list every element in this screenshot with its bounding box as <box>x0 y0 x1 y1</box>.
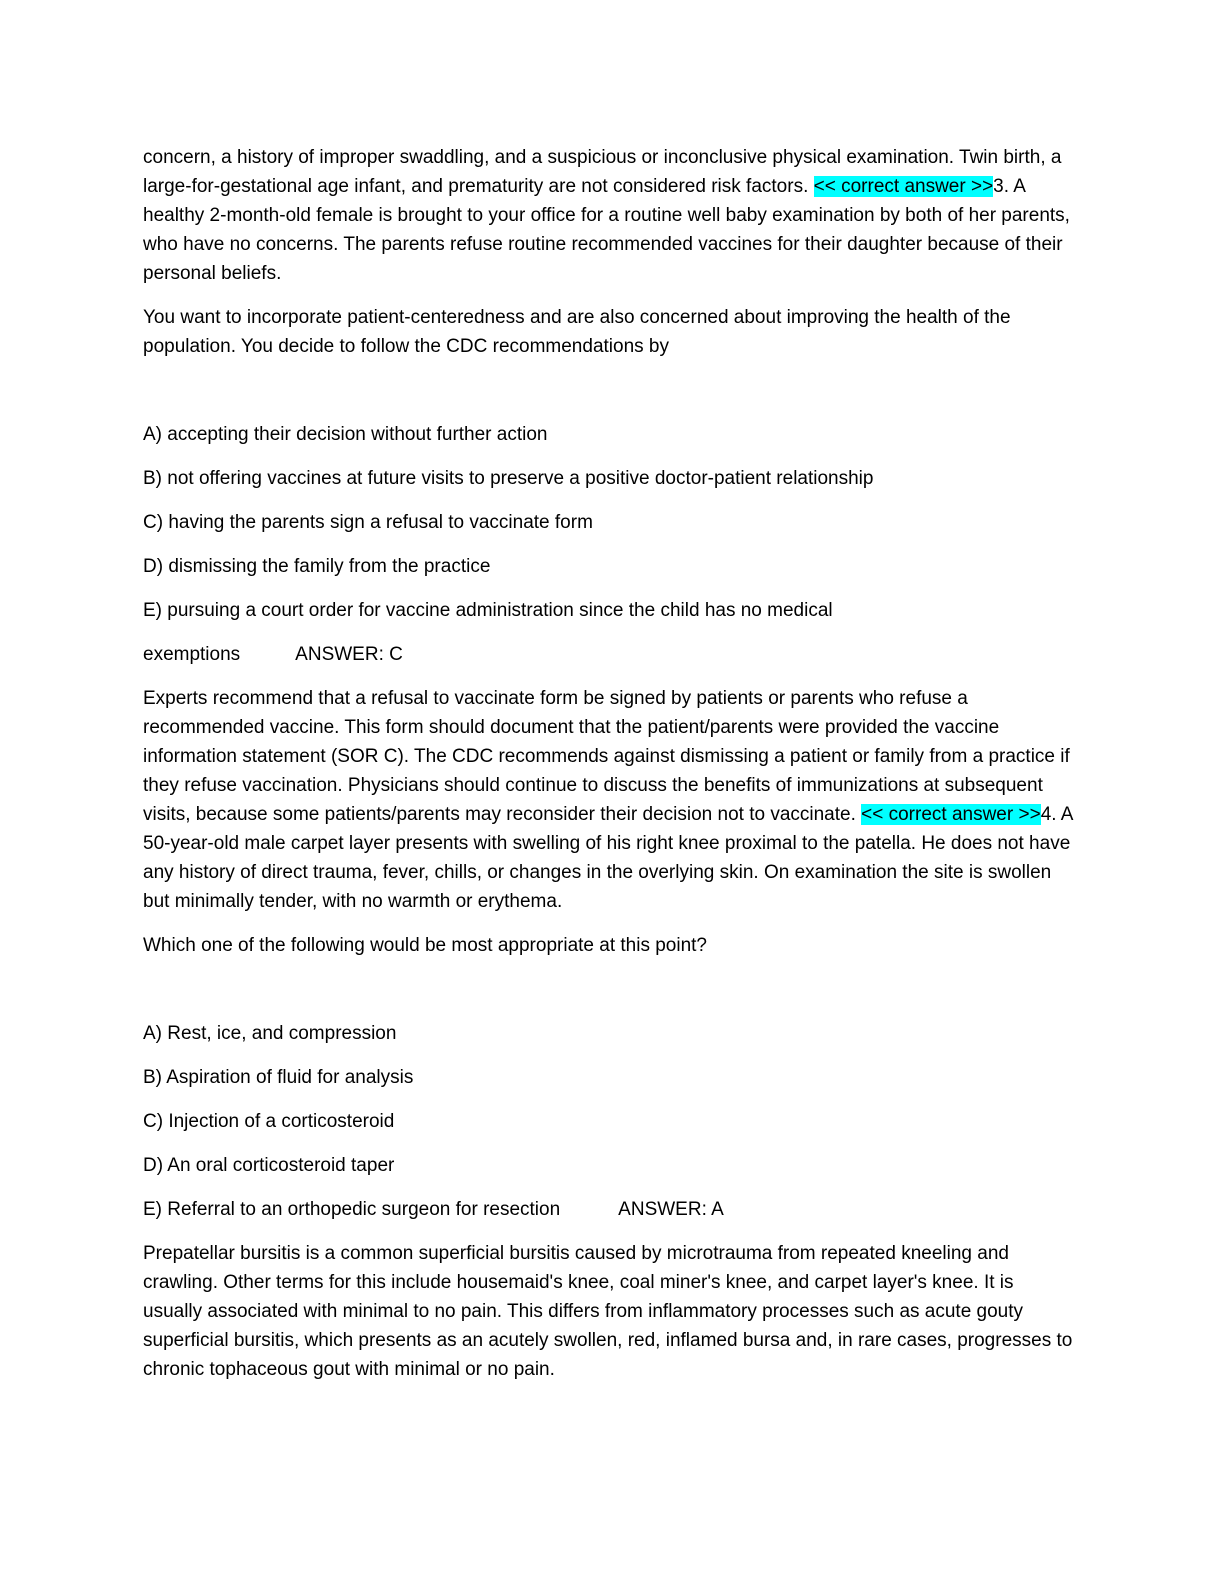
option-continuation: exemptions <box>143 644 241 665</box>
explanation-4: Prepatellar bursitis is a common superficial bursitis caused by microtrauma from repeated kneeling and crawling. Other terms for this include housemaid's knee, coal miner's knee, and carpet layer's knee. It is usually associated with minimal to no pain. This differs from inflammatory processes such as acute gouty superficial bursitis, which presents as an acutely swollen, red, inflamed bursa and, in rare cases, progresses to chronic tophaceous gout with minimal or no pain. <box>143 1243 1073 1380</box>
question-4-answer: ANSWER: A <box>618 1199 724 1220</box>
question-4-option-b: B) Aspiration of fluid for analysis <box>143 1067 414 1088</box>
document-page <box>143 143 1073 1399</box>
question-3-option-e: E) pursuing a court order for vaccine administration since the child has no medical <box>143 600 833 621</box>
question-3-option-a: A) accepting their decision without further action <box>143 424 548 445</box>
question-4-text: 4. A 50-year-old male carpet layer presents with swelling of his right knee proximal to the patella. He does not have any history of direct trauma, fever, chills, or changes in the overlying skin. On examination the site is swollen but minimally tender, with no warmth or erythema. <box>143 804 1073 912</box>
question-3-answer-line <box>143 640 1073 669</box>
explanation-3 <box>143 684 1073 916</box>
spacer <box>143 376 1073 420</box>
question-3-stem: You want to incorporate patient-centeredness and are also concerned about improving the health of the population. You decide to follow the CDC recommendations by <box>143 307 1011 357</box>
question-4-answer-line <box>143 1195 1073 1224</box>
question-3-answer: ANSWER: C <box>295 644 403 665</box>
question-4-option-d: D) An oral corticosteroid taper <box>143 1155 395 1176</box>
explanation-text: Experts recommend that a refusal to vaccinate form be signed by patients or parents who refuse a recommended vaccine. This form should document that the patient/parents were provided the vaccine information statement (SOR C). The CDC recommends against dismissing a patient or family from a practice if they refuse vaccination. Physicians should continue to discuss the benefits of immunizations at subsequent visits, because some patients/parents may reconsider their decision not to vaccinate. <box>143 688 1070 825</box>
paragraph-text: concern, a history of improper swaddling, and a suspicious or inconclusive physical examination. Twin birth, a large-for-gestational age infant, and prematurity are not considered risk factors. <box>143 147 1062 197</box>
paragraph-intro <box>143 143 1073 288</box>
question-3-option-c: C) having the parents sign a refusal to vaccinate form <box>143 512 593 533</box>
question-4-option-a: A) Rest, ice, and compression <box>143 1023 397 1044</box>
correct-answer-marker: << correct answer >> <box>861 804 1041 825</box>
question-3-option-b: B) not offering vaccines at future visits to preserve a positive doctor-patient relationship <box>143 468 874 489</box>
correct-answer-marker: << correct answer >> <box>813 176 994 197</box>
question-3-text: 3. A healthy 2-month-old female is brought to your office for a routine well baby examination by both of her parents, who have no concerns. The parents refuse routine recommended vaccines for their daughter because of their personal beliefs. <box>143 176 1070 284</box>
question-4-option-c: C) Injection of a corticosteroid <box>143 1111 395 1132</box>
question-4-stem: Which one of the following would be most appropriate at this point? <box>143 935 707 956</box>
question-3-option-d: D) dismissing the family from the practice <box>143 556 491 577</box>
question-4-option-e: E) Referral to an orthopedic surgeon for resection <box>143 1199 561 1220</box>
spacer <box>143 975 1073 1019</box>
